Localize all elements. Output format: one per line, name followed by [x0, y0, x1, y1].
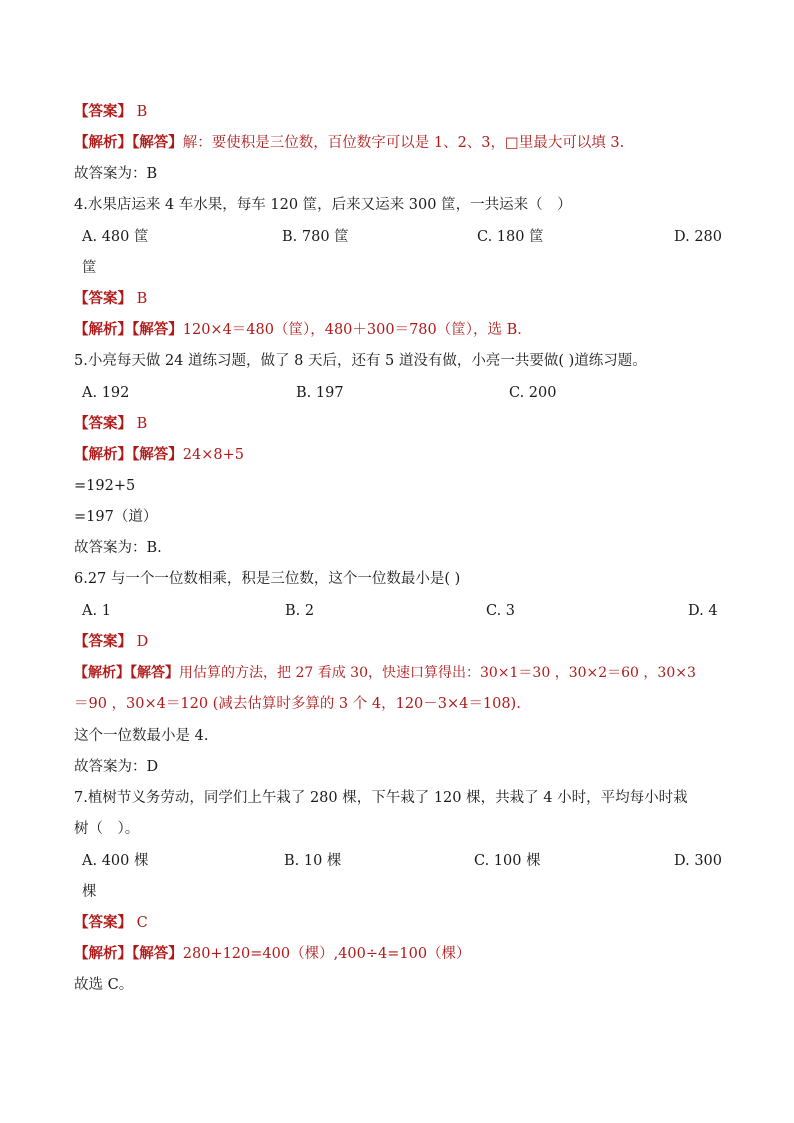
- answer-tag: 【答案】: [74, 633, 132, 650]
- q6-option-c: C. 3: [486, 603, 516, 619]
- q3-conclusion: 故答案为：B: [74, 166, 158, 182]
- analysis-tag: 【解析】【解答】: [74, 665, 179, 681]
- q4-option-c: C. 180 筐: [477, 229, 544, 245]
- q4-analysis: 120×4＝480（筐），480＋300＝780（筐），选 B．: [182, 322, 532, 338]
- q7-option-d: D. 300: [674, 853, 723, 869]
- q6-option-d: D. 4: [688, 603, 718, 619]
- q5-step-2: =197（道）: [74, 509, 158, 525]
- q3-answer: B: [136, 104, 148, 120]
- q7-answer: C: [136, 915, 148, 931]
- q4-option-d-wrap: 筐: [82, 260, 97, 276]
- q6-analysis-line-2: ＝90 ，30×4＝120 (减去估算时多算的 3 个 4，120－3×4＝108).: [74, 696, 521, 712]
- answer-tag: 【答案】: [74, 290, 132, 307]
- answer-tag: 【答案】: [74, 415, 132, 432]
- q4-answer: B: [136, 291, 148, 307]
- q6-analysis: 用估算的方法，把 27 看成 30，快速口算得出：30×1＝30 ，30×2＝60 ，30×3: [179, 665, 696, 681]
- answer-tag: 【答案】: [74, 103, 132, 120]
- q7-conclusion: 故选 C。: [74, 977, 134, 993]
- q4-option-a: A. 480 筐: [82, 229, 149, 245]
- q7-answer-line: [74, 912, 148, 934]
- q5-answer: B: [136, 416, 148, 432]
- q7-analysis-line: [74, 943, 471, 965]
- q3-analysis-line: [74, 132, 624, 154]
- q7-option-d-wrap: 棵: [82, 884, 97, 900]
- q3-analysis: 解：要使积是三位数，百位数字可以是 1、2、3，□里最大可以填 3.: [182, 135, 625, 151]
- q7-option-b: B. 10 棵: [284, 853, 342, 869]
- analysis-tag: 【解析】【解答】: [74, 134, 183, 151]
- q5-conclusion: 故答案为：B.: [74, 540, 162, 556]
- q6-answer-line: [74, 631, 148, 653]
- q4-stem: 4.水果店运来 4 车水果，每车 120 筐，后来又运来 300 筐，一共运来（ ）: [74, 197, 572, 213]
- q7-stem-line-2: 树（ ）。: [74, 821, 140, 837]
- q4-option-d: D. 280: [674, 229, 723, 245]
- q7-option-a: A. 400 棵: [82, 853, 149, 869]
- q5-answer-line: [74, 413, 147, 435]
- q3-answer-line: [74, 101, 147, 123]
- q4-analysis-line: [74, 319, 532, 341]
- q5-option-b: B. 197: [296, 385, 344, 401]
- q7-analysis: 280+120=400（棵）,400÷4=100（棵）: [182, 946, 471, 962]
- q7-option-c: C. 100 棵: [474, 853, 541, 869]
- analysis-tag: 【解析】【解答】: [74, 446, 183, 463]
- answer-tag: 【答案】: [74, 914, 132, 931]
- q6-analysis-line: [74, 662, 696, 684]
- q4-option-b: B. 780 筐: [282, 229, 349, 245]
- q5-option-c: C. 200: [509, 385, 557, 401]
- q5-analysis-line: [74, 444, 244, 466]
- q5-step-1: =192+5: [74, 478, 136, 494]
- q6-line-3: 这个一位数最小是 4.: [74, 728, 209, 744]
- q4-answer-line: [74, 288, 147, 310]
- q5-analysis: 24×8+5: [182, 447, 244, 463]
- analysis-tag: 【解析】【解答】: [74, 321, 183, 338]
- q5-option-a: A. 192: [82, 385, 130, 401]
- q7-stem-line-1: 7.植树节义务劳动，同学们上午栽了 280 棵，下午栽了 120 棵，共栽了 4 小时，平均每小时栽: [74, 790, 688, 806]
- q6-answer: D: [136, 634, 149, 650]
- q6-option-b: B. 2: [285, 603, 315, 619]
- q5-stem: 5.小亮每天做 24 道练习题，做了 8 天后，还有 5 道没有做，小亮一共要做( )道练习题。: [74, 353, 647, 369]
- analysis-tag: 【解析】【解答】: [74, 945, 183, 962]
- q6-conclusion: 故答案为：D: [74, 759, 159, 775]
- q6-option-a: A. 1: [82, 603, 111, 619]
- q6-stem: 6.27 与一个一位数相乘，积是三位数，这个一位数最小是( ): [74, 571, 461, 587]
